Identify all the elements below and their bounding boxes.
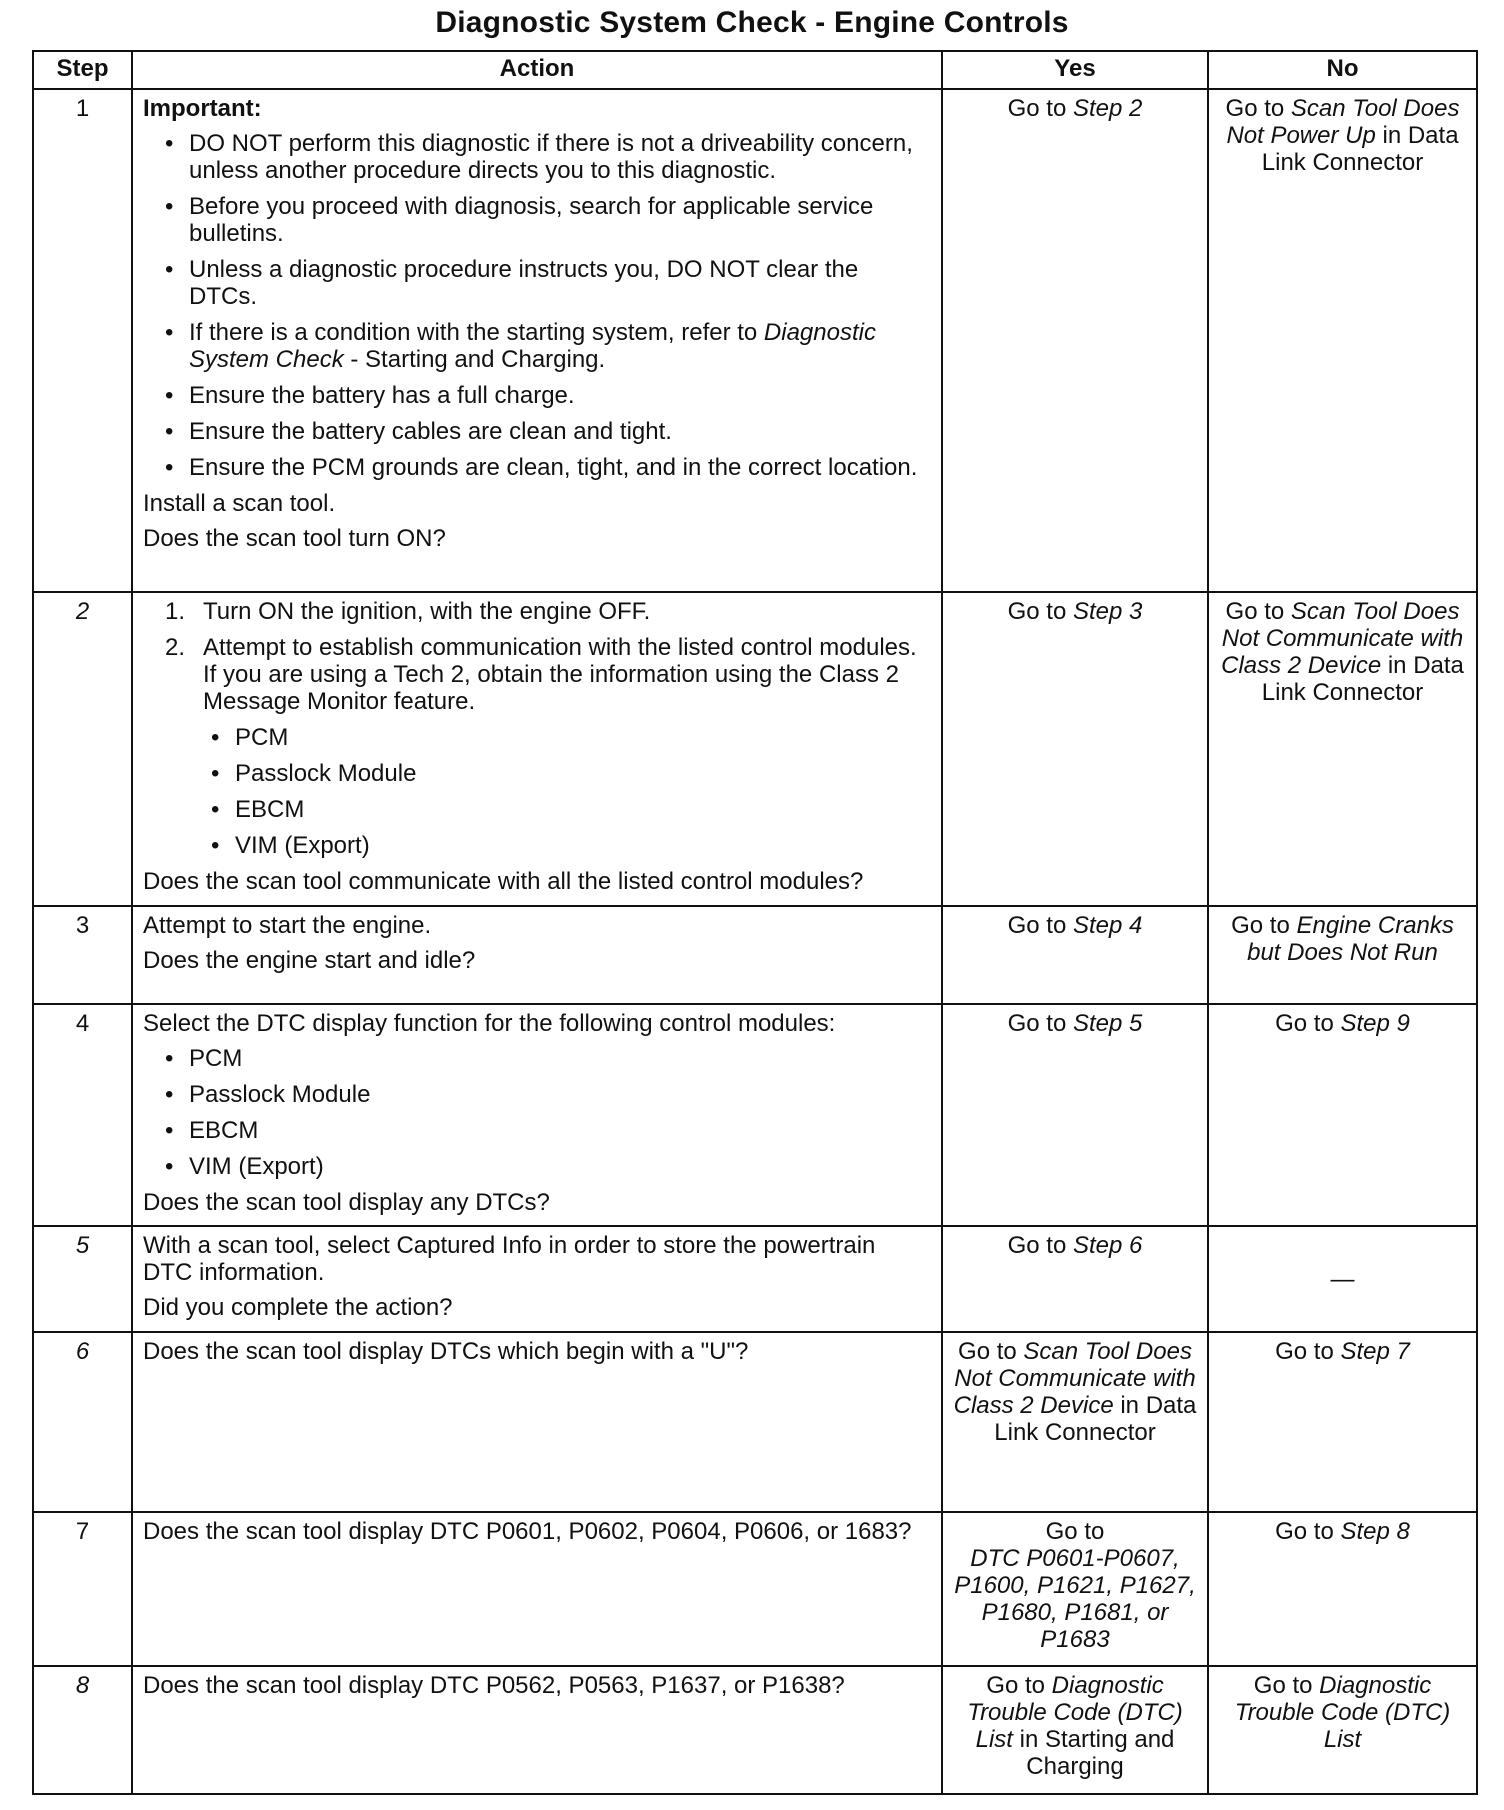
yes-cell: [942, 1512, 1208, 1666]
important-list: [143, 130, 931, 481]
no-cell: [1208, 1512, 1477, 1666]
table-row-step-4: [33, 1004, 1477, 1226]
step-number: 8: [33, 1666, 132, 1794]
reference-link[interactable]: Diagnostic System Check: [189, 319, 876, 373]
goto-text: Go to: [1007, 1232, 1073, 1259]
module-list: [143, 724, 931, 859]
item-number: 2.: [165, 634, 186, 661]
reference-link[interactable]: Step 2: [1072, 95, 1143, 122]
table-row-step-3: [33, 906, 1477, 1004]
reference-link[interactable]: DTC P0601-P0607, P1600, P1621, P1627, P1680, P1681, or P1683: [954, 1545, 1196, 1653]
list-item: • DO NOT perform this diagnostic if there is not a driveability concern, unless another procedure directs you to this diagnostic.: [143, 130, 931, 184]
bullet-text: If there is a condition with the starting system, refer to: [189, 319, 764, 346]
reference-link[interactable]: Step 6: [1072, 1232, 1143, 1259]
table-row-step-6: [33, 1332, 1477, 1512]
list-item: • PCM: [143, 1045, 931, 1072]
question-text: Does the scan tool display DTC P0601, P0602, P0604, P0606, or 1683?: [143, 1518, 912, 1545]
yes-cell: [942, 1666, 1208, 1794]
reference-link[interactable]: Step 3: [1072, 598, 1143, 625]
reference-link[interactable]: Step 8: [1340, 1518, 1410, 1545]
yes-cell: [942, 1004, 1208, 1226]
goto-text: Go to: [1045, 1518, 1105, 1545]
no-cell: [1208, 906, 1477, 1004]
no-cell: [1208, 89, 1477, 592]
step-number: 4: [33, 1004, 132, 1226]
step-number: 3: [33, 906, 132, 1004]
reference-link[interactable]: Scan Tool Does Not Communicate with Class 2 Device: [953, 1338, 1196, 1419]
step-number: 5: [33, 1226, 132, 1332]
table-row-step-1: [33, 89, 1477, 592]
instruction-text: With a scan tool, select Captured Info in order to store the powertrain DTC information.: [143, 1232, 876, 1286]
list-item: [143, 598, 931, 625]
list-item: • Passlock Module: [143, 760, 931, 787]
question-text: Does the engine start and idle?: [143, 947, 476, 974]
table-row-step-5: [33, 1226, 1477, 1332]
page-title: Diagnostic System Check - Engine Controls: [435, 6, 1069, 39]
goto-text: Go to: [1007, 1010, 1073, 1037]
question-text: Does the scan tool turn ON?: [143, 525, 446, 552]
goto-text: Go to: [986, 1672, 1052, 1699]
action-cell: [132, 1226, 942, 1332]
goto-suffix: in Data Link Connector: [994, 1392, 1197, 1446]
goto-suffix: in Data Link Connector: [1261, 652, 1464, 706]
reference-link[interactable]: Step 9: [1340, 1010, 1410, 1037]
header-yes: Yes: [942, 51, 1208, 89]
list-item: • Before you proceed with diagnosis, search for applicable service bulletins.: [143, 193, 931, 247]
list-item: • Passlock Module: [143, 1081, 931, 1108]
step-number: 2: [33, 592, 132, 906]
question-text: Does the scan tool display DTC P0562, P0563, P1637, or P1638?: [143, 1672, 845, 1699]
question-text: Does the scan tool display any DTCs?: [143, 1189, 550, 1216]
list-item: • EBCM: [143, 1117, 931, 1144]
header-step: Step: [33, 51, 132, 89]
yes-cell: [942, 89, 1208, 592]
action-cell: [132, 906, 942, 1004]
list-item: • VIM (Export): [143, 832, 931, 859]
reference-link[interactable]: Step 5: [1072, 1010, 1143, 1037]
question-text: Does the scan tool display DTCs which begin with a "U"?: [143, 1338, 749, 1365]
reference-link[interactable]: Diagnostic Trouble Code (DTC) List: [1234, 1672, 1451, 1753]
no-cell: [1208, 1004, 1477, 1226]
diagnostic-table: [32, 50, 1478, 1795]
item-number: 1.: [165, 598, 186, 625]
reference-link[interactable]: Step 7: [1340, 1338, 1410, 1365]
step-number: 7: [33, 1512, 132, 1666]
instruction-text: Select the DTC display function for the following control modules:: [143, 1010, 836, 1037]
no-cell: —: [1208, 1226, 1477, 1332]
goto-text: Go to: [1007, 598, 1073, 625]
goto-suffix: in Starting and Charging: [1012, 1726, 1175, 1780]
item-text: Turn ON the ignition, with the engine OFF.: [203, 598, 651, 625]
goto-text: Go to: [1231, 912, 1297, 939]
yes-cell: [942, 1226, 1208, 1332]
list-item: • Unless a diagnostic procedure instructs you, DO NOT clear the DTCs.: [143, 256, 931, 310]
question-text: Did you complete the action?: [143, 1294, 453, 1321]
list-item: • VIM (Export): [143, 1153, 931, 1180]
instruction-text: Install a scan tool.: [143, 490, 336, 517]
no-cell: [1208, 1666, 1477, 1794]
instruction-text: Attempt to start the engine.: [143, 912, 432, 939]
reference-link[interactable]: Engine Cranks but Does Not Run: [1247, 912, 1454, 966]
table-row-step-7: [33, 1512, 1477, 1666]
action-cell: [132, 1666, 942, 1794]
table-row-step-8: [33, 1666, 1477, 1794]
no-cell: [1208, 592, 1477, 906]
list-item: • Ensure the battery cables are clean and tight.: [143, 418, 931, 445]
important-label: Important:: [143, 95, 262, 122]
list-item: • PCM: [143, 724, 931, 751]
list-item: • Ensure the PCM grounds are clean, tight, and in the correct location.: [143, 454, 931, 481]
no-cell: [1208, 1332, 1477, 1512]
goto-text: Go to: [1225, 95, 1291, 122]
action-cell: [132, 1512, 942, 1666]
list-item: [143, 319, 931, 373]
reference-link[interactable]: Scan Tool Does Not Communicate with Class 2 Device: [1221, 598, 1464, 679]
step-number: 1: [33, 89, 132, 592]
module-list: [143, 1045, 931, 1180]
goto-text: Go to: [1225, 598, 1291, 625]
header-action: Action: [132, 51, 942, 89]
goto-text: Go to: [1253, 1672, 1320, 1699]
yes-cell: [942, 592, 1208, 906]
reference-link[interactable]: Diagnostic Trouble Code (DTC) List: [967, 1672, 1183, 1753]
goto-suffix: in Data Link Connector: [1261, 122, 1459, 176]
reference-link[interactable]: Step 4: [1072, 912, 1143, 939]
question-text: Does the scan tool communicate with all the listed control modules?: [143, 868, 864, 895]
goto-text: Go to: [1007, 912, 1073, 939]
item-text: Attempt to establish communication with the listed control modules. If you are using a Tech 2, obtain the information using the Class 2 Message Monitor feature.: [203, 634, 917, 715]
goto-text: Go to: [1275, 1518, 1341, 1545]
yes-cell: [942, 906, 1208, 1004]
action-cell: [132, 89, 942, 592]
action-cell: [132, 1004, 942, 1226]
list-item: [143, 634, 931, 715]
reference-link[interactable]: Scan Tool Does Not Power Up: [1226, 95, 1460, 149]
action-cell: [132, 1332, 942, 1512]
goto-text: Go to: [958, 1338, 1024, 1365]
list-item: • Ensure the battery has a full charge.: [143, 382, 931, 409]
action-cell: [132, 592, 942, 906]
header-no: No: [1208, 51, 1477, 89]
step-number: 6: [33, 1332, 132, 1512]
bullet-text: - Starting and Charging.: [343, 346, 606, 373]
numbered-list: [143, 598, 931, 715]
table-header-row: [33, 51, 1477, 89]
goto-text: Go to: [1275, 1010, 1341, 1037]
goto-text: Go to: [1007, 95, 1073, 122]
yes-cell: [942, 1332, 1208, 1512]
goto-text: Go to: [1275, 1338, 1341, 1365]
table-row-step-2: [33, 592, 1477, 906]
list-item: • EBCM: [143, 796, 931, 823]
